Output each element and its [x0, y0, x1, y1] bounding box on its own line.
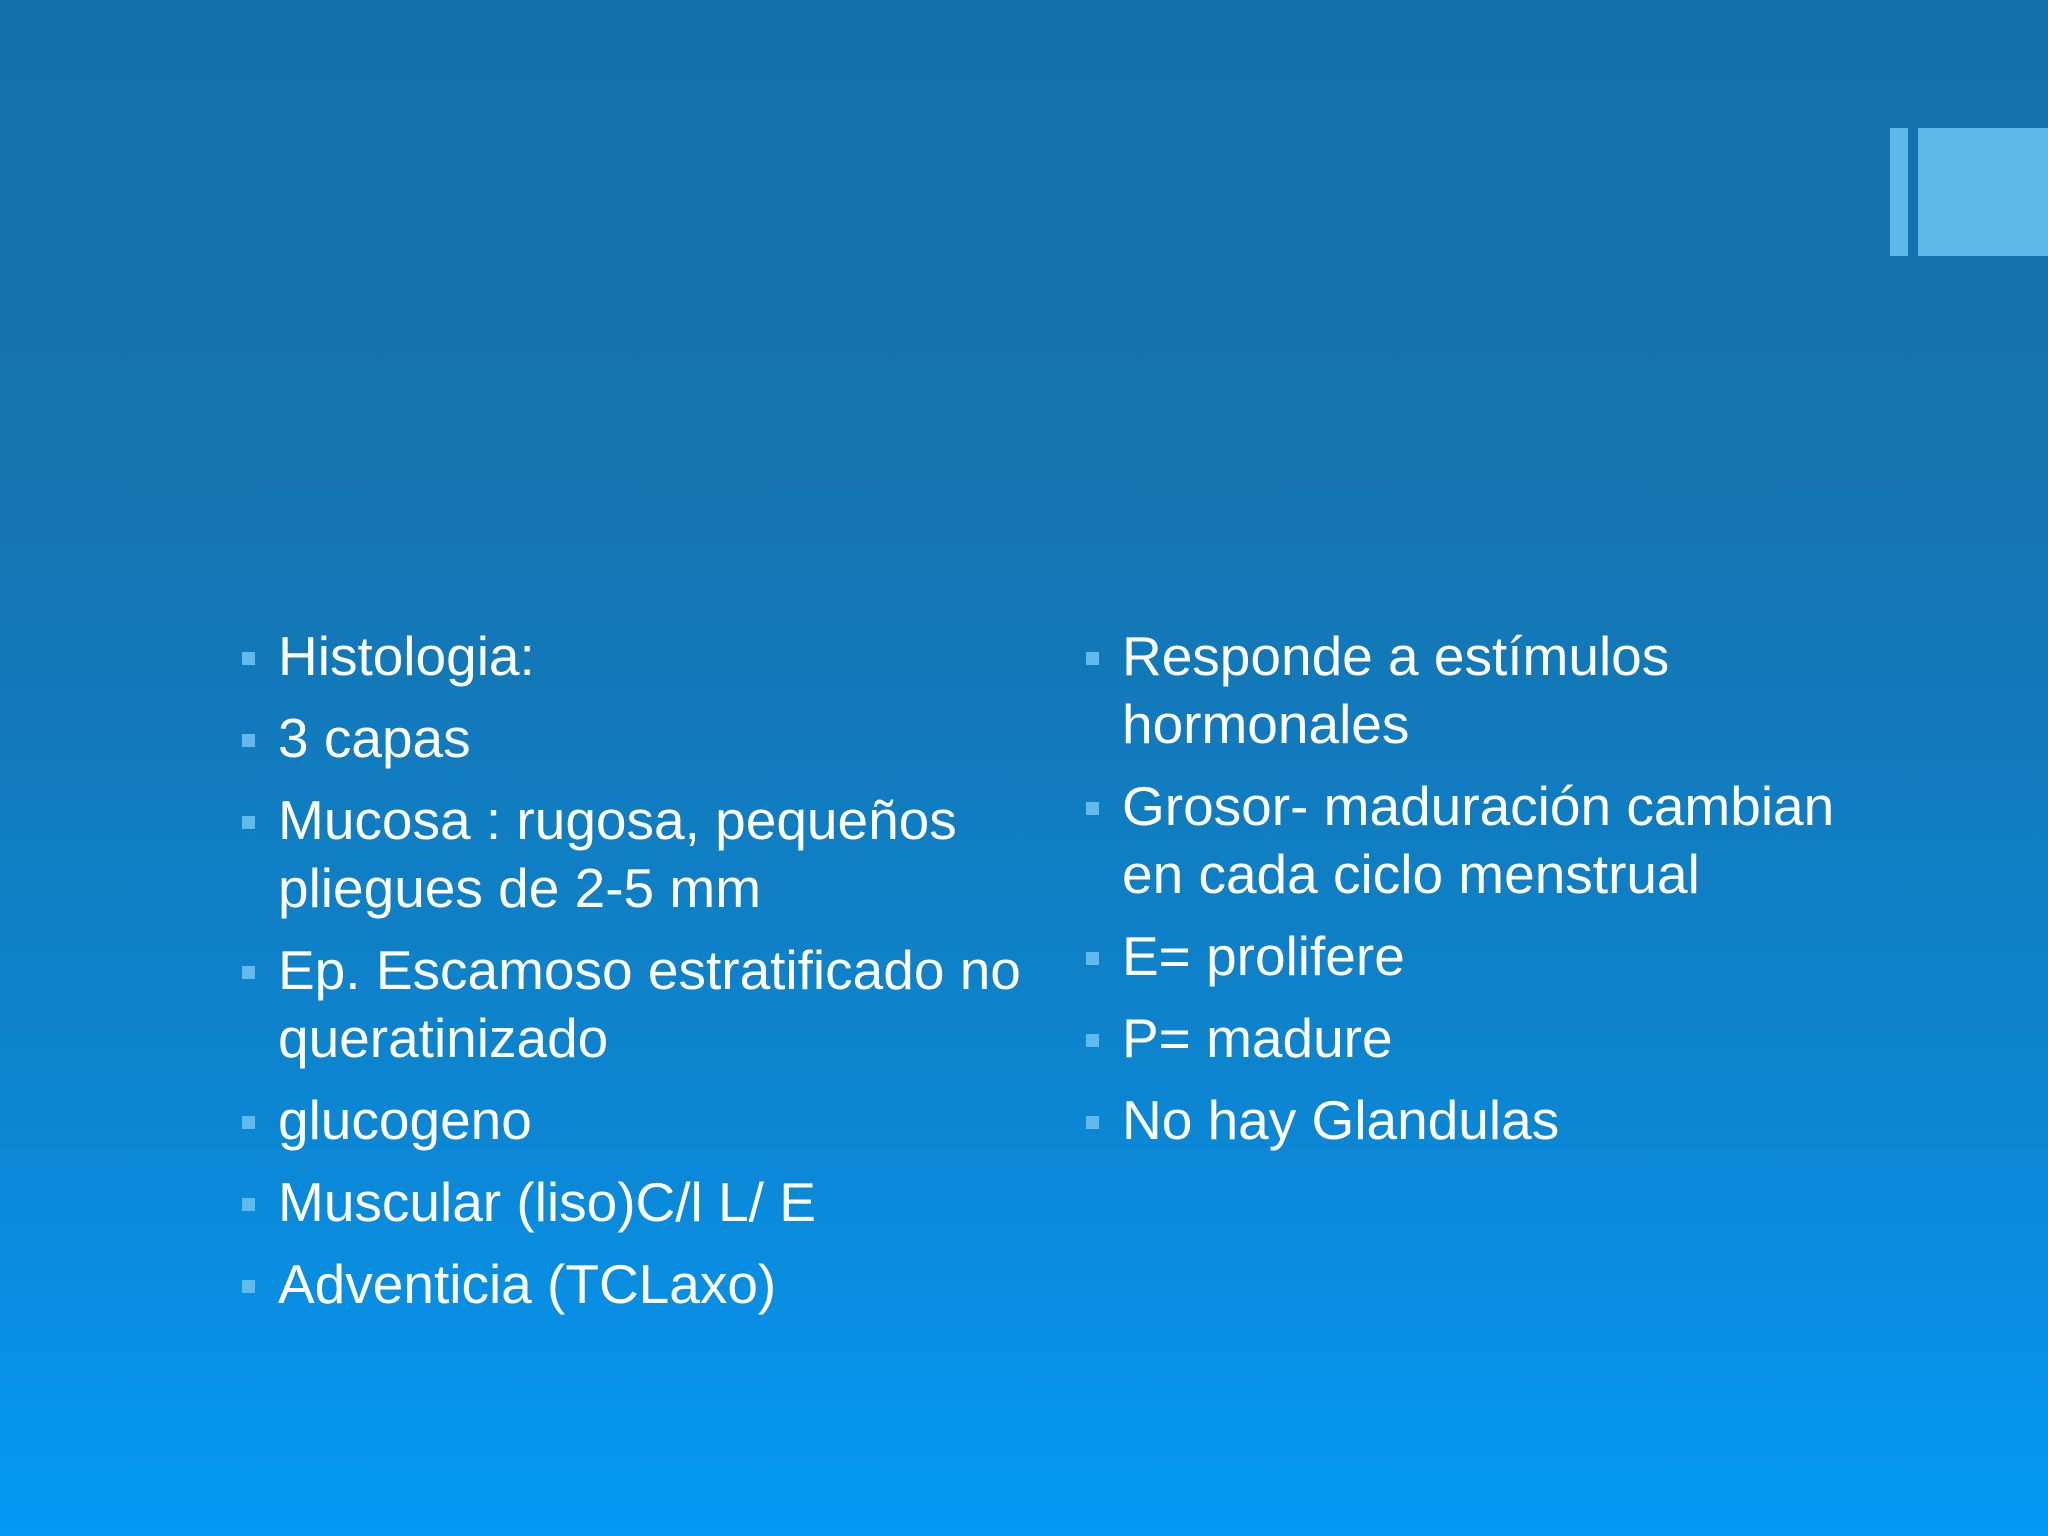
list-item-text: Adventicia (TCLaxo) [278, 1253, 777, 1315]
list-item [240, 1168, 1040, 1236]
accent-bar-wide [1918, 128, 2048, 256]
list-item-text: Muscular (liso)C/l L/ E [278, 1171, 816, 1233]
square-bullet-icon [242, 1116, 255, 1129]
list-item-text: P= madure [1122, 1007, 1393, 1069]
list-item [1084, 1004, 1884, 1072]
square-bullet-icon [1086, 652, 1099, 665]
list-item [240, 936, 1040, 1072]
square-bullet-icon [242, 966, 255, 979]
list-item [1084, 1086, 1884, 1154]
left-bullet-list [240, 622, 1040, 1332]
square-bullet-icon [1086, 952, 1099, 965]
square-bullet-icon [242, 1198, 255, 1211]
list-item [240, 786, 1040, 922]
list-item [240, 704, 1040, 772]
list-item-text: Mucosa : rugosa, pequeños pliegues de 2-5 mm [278, 789, 957, 919]
list-item [240, 1250, 1040, 1318]
square-bullet-icon [242, 1280, 255, 1293]
list-item-text: Ep. Escamoso estratificado no queratinizado [278, 939, 1021, 1069]
square-bullet-icon [242, 734, 255, 747]
list-item [1084, 922, 1884, 990]
square-bullet-icon [1086, 1116, 1099, 1129]
list-item-text: Histologia: [278, 625, 535, 687]
list-item-text: 3 capas [278, 707, 471, 769]
list-item [1084, 772, 1884, 908]
list-item [240, 1086, 1040, 1154]
list-item [1084, 622, 1884, 758]
square-bullet-icon [242, 652, 255, 665]
list-item-text: Responde a estímulos hormonales [1122, 625, 1670, 755]
square-bullet-icon [1086, 1034, 1099, 1047]
list-item [240, 622, 1040, 690]
accent-bar-thin [1890, 128, 1908, 256]
list-item-text: glucogeno [278, 1089, 532, 1151]
list-item-text: No hay Glandulas [1122, 1089, 1560, 1151]
list-item-text: E= prolifere [1122, 925, 1405, 987]
list-item-text: Grosor- maduración cambian en cada ciclo menstrual [1122, 775, 1835, 905]
square-bullet-icon [242, 816, 255, 829]
right-bullet-list [1084, 622, 1884, 1168]
square-bullet-icon [1086, 802, 1099, 815]
